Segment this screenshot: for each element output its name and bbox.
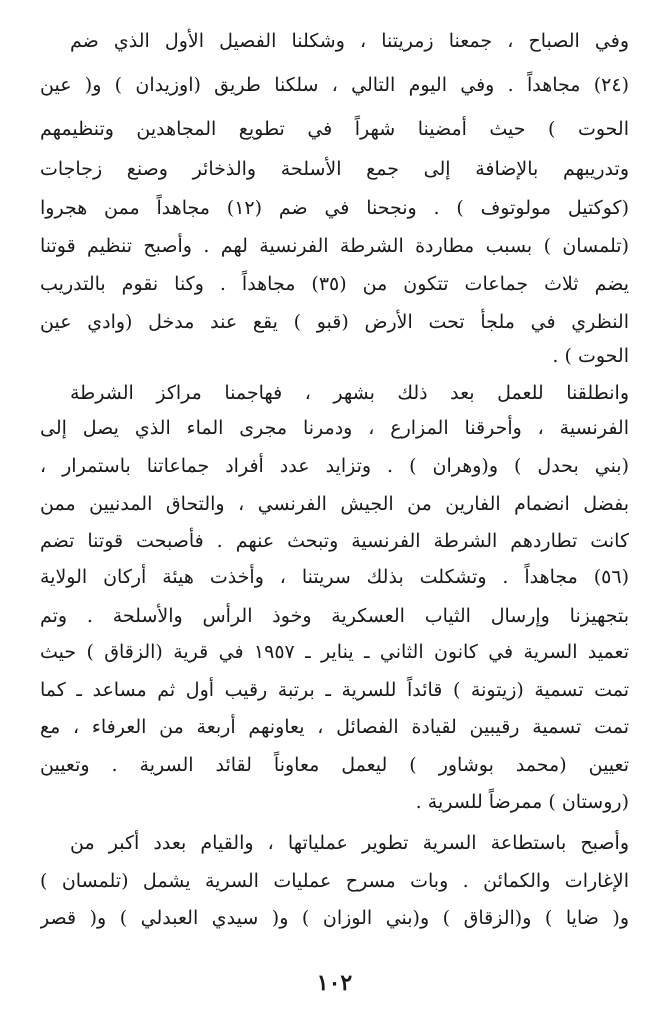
text-line: النظري في ملجأ تحت الأرض (قبو ) يقع عند مدخل (وادي عين xyxy=(40,311,629,333)
text-line: الفرنسية ، وأحرقنا المزارع ، ودمرنا مجرى الماء الذي يصل إلى xyxy=(40,417,629,439)
text-line: (بني بحدل ) و(وهران ) . وتزايد عدد أفراد جماعاتنا باستمرار ، xyxy=(40,455,629,477)
text-line: يضم ثلاث جماعات تتكون من (٣٥) مجاهداً . وكنا نقوم بالتدريب xyxy=(40,273,629,295)
text-line: (تلمسان ) بسبب مطاردة الشرطة الفرنسية لهم . وأصبح تنظيم قوتنا xyxy=(40,235,629,257)
text-line: وفي الصباح ، جمعنا زمريتنا ، وشكلنا الفصيل الأول الذي ضم xyxy=(70,30,629,52)
text-line: وتدريبهم بالإضافة إلى جمع الأسلحة والذخائر وصنع زجاجات xyxy=(40,158,629,180)
text-line: (كوكتيل مولوتوف ) . ونجحنا في ضم (١٢) مجاهداً ممن هجروا xyxy=(40,197,629,219)
text-line: تعيين (محمد بوشاور ) ليعمل معاوناً لقائد السرية . وتعيين xyxy=(40,754,629,776)
text-line: تمت تسمية رقيبين لقيادة الفصائل ، يعاونهم أربعة من العرفاء ، مع xyxy=(40,716,629,738)
text-line: الإغارات والكمائن . وبات مسرح عمليات السرية يشمل (تلمسان ) xyxy=(40,870,629,892)
text-line: كانت تطاردهم الشرطة الفرنسية وتبحث عنهم . فأصبحت قوتنا تضم xyxy=(40,530,629,552)
text-line: بفضل انضمام الفارين من الجيش الفرنسي ، والتحاق المدنيين ممن xyxy=(40,493,629,515)
text-line: بتجهيزنا وإرسال الثياب العسكرية وخوذ الرأس والأسلحة . وتم xyxy=(40,605,629,627)
text-line: الحوت ) . xyxy=(552,345,629,367)
page-number: ١٠٢ xyxy=(316,970,353,996)
text-line: و( ضايا ) و(الزقاق ) و(بني الوزان ) و( سيدي العبدلي ) و( قصر xyxy=(40,907,629,929)
text-line: (روستان ) ممرضاً للسرية . xyxy=(415,791,629,813)
text-line: وأصبح باستطاعة السرية تطوير عملياتها ، والقيام بعدد أكبر من xyxy=(70,832,629,854)
text-line: (٥٦) مجاهداً . وتشكلت بذلك سريتنا ، وأخذت هيئة أركان الولاية xyxy=(40,566,629,588)
text-line: تمت تسمية (زيتونة ) قائداً للسرية ـ برتبة رقيب أول ثم مساعد ـ كما xyxy=(40,679,629,701)
text-line: الحوت ) حيث أمضينا شهراً في تطويع المجاهدين وتنظيمهم xyxy=(40,118,629,140)
text-line: وانطلقنا للعمل بعد ذلك بشهر ، فهاجمنا مراكز الشرطة xyxy=(70,382,629,404)
text-line: (٢٤) مجاهداً . وفي اليوم التالي ، سلكنا طريق (اوزيدان ) و( عين xyxy=(40,74,629,96)
text-line: تعميد السرية في كانون الثاني ـ يناير ـ ١٩٥٧ في قرية (الزقاق ) حيث xyxy=(40,641,629,663)
